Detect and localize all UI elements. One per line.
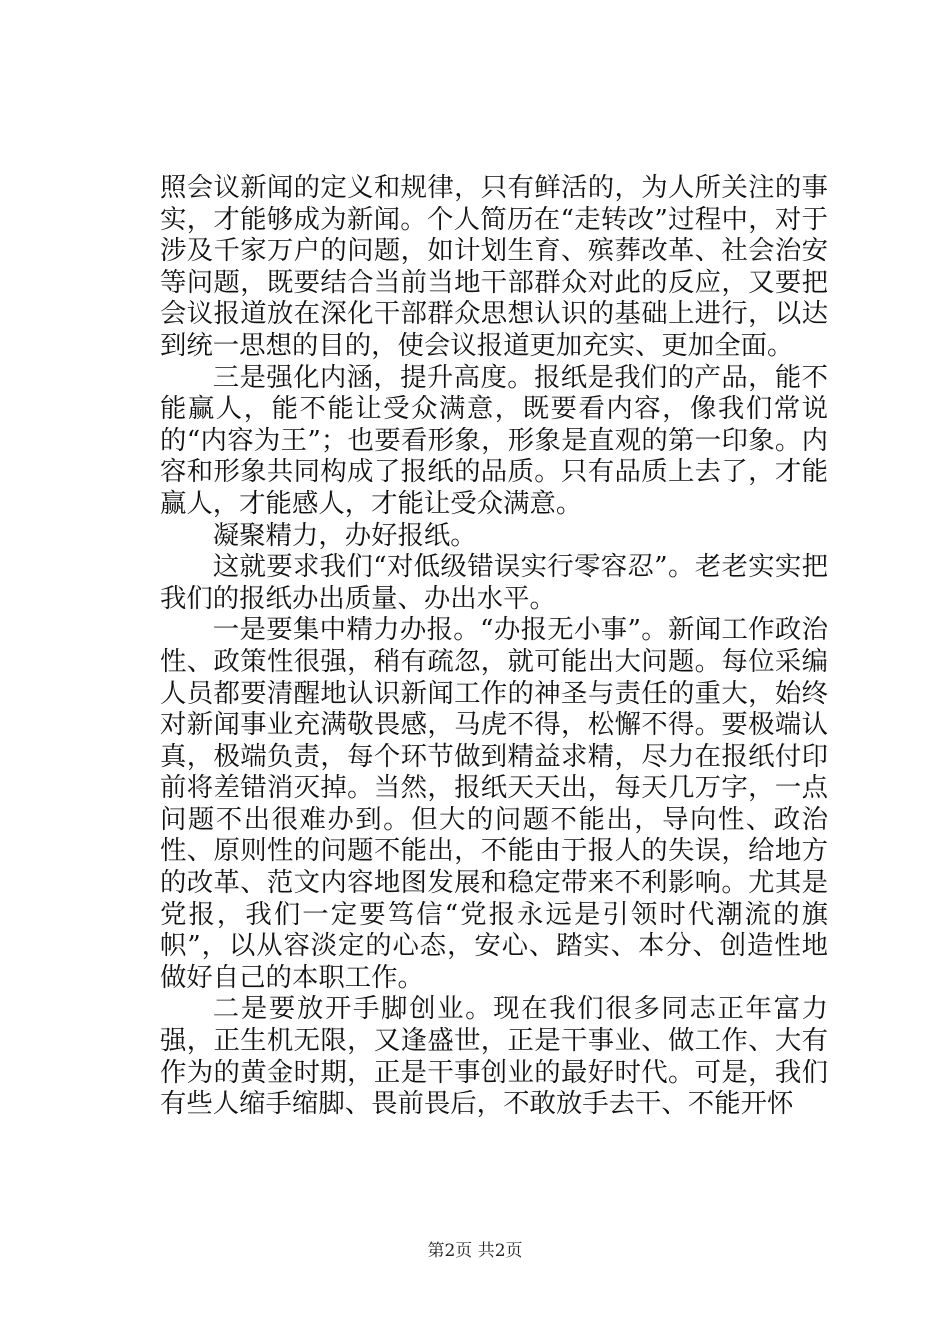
paragraph-2: 三是强化内涵，提升高度。报纸是我们的产品，能不能赢人，能不能让受众满意，既要看内容，像我们常说的“内容为王”；也要看形象，形象是直观的第一印象。内容和形象共同构成了报纸的品质。只有品质上去了，才能赢人，才能感人，才能让受众满意。 xyxy=(160,361,828,519)
page-footer xyxy=(0,1240,950,1262)
paragraph-1: 照会议新闻的定义和规律，只有鲜活的，为人所关注的事实，才能够成为新闻。个人简历在“走转改”过程中，对于涉及千家万户的问题，如计划生育、殡葬改革、社会治安等问题，既要结合当前当地干部群众对此的反应，又要把会议报道放在深化干部群众思想认识的基础上进行，以达到统一思想的目的，使会议报道更加充实、更加全面。 xyxy=(160,172,828,361)
paragraph-5: 一是要集中精力办报。“办报无小事”。新闻工作政治性、政策性很强，稍有疏忽，就可能出大问题。每位采编人员都要清醒地认识新闻工作的神圣与责任的重大，始终对新闻事业充满敬畏感，马虎不得，松懈不得。要极端认真，极端负责，每个环节做到精益求精，尽力在报纸付印前将差错消灭掉。当然，报纸天天出，每天几万字，一点问题不出很难办到。但大的问题不能出，导向性、政治性、原则性的问题不能出，不能由于报人的失误，给地方的改革、范文内容地图发展和稳定带来不利影响。尤其是党报，我们一定要笃信“党报永远是引领时代潮流的旗帜”，以从容淡定的心态，安心、踏实、本分、创造性地做好自己的本职工作。 xyxy=(160,614,828,993)
paragraph-3: 凝聚精力，办好报纸。 xyxy=(212,519,477,551)
page-number-label: 第2页 共2页 xyxy=(427,1241,523,1261)
paragraph-6: 二是要放开手脚创业。现在我们很多同志正年富力强，正生机无限，又逢盛世，正是干事业、做工作、大有作为的黄金时期，正是干事创业的最好时代。可是，我们有些人缩手缩脚、畏前畏后，不敢放手去干、不能开怀 xyxy=(160,993,828,1120)
document-body xyxy=(160,172,828,1120)
paragraph-4: 这就要求我们“对低级错误实行零容忍”。老老实实把我们的报纸办出质量、办出水平。 xyxy=(160,551,828,614)
